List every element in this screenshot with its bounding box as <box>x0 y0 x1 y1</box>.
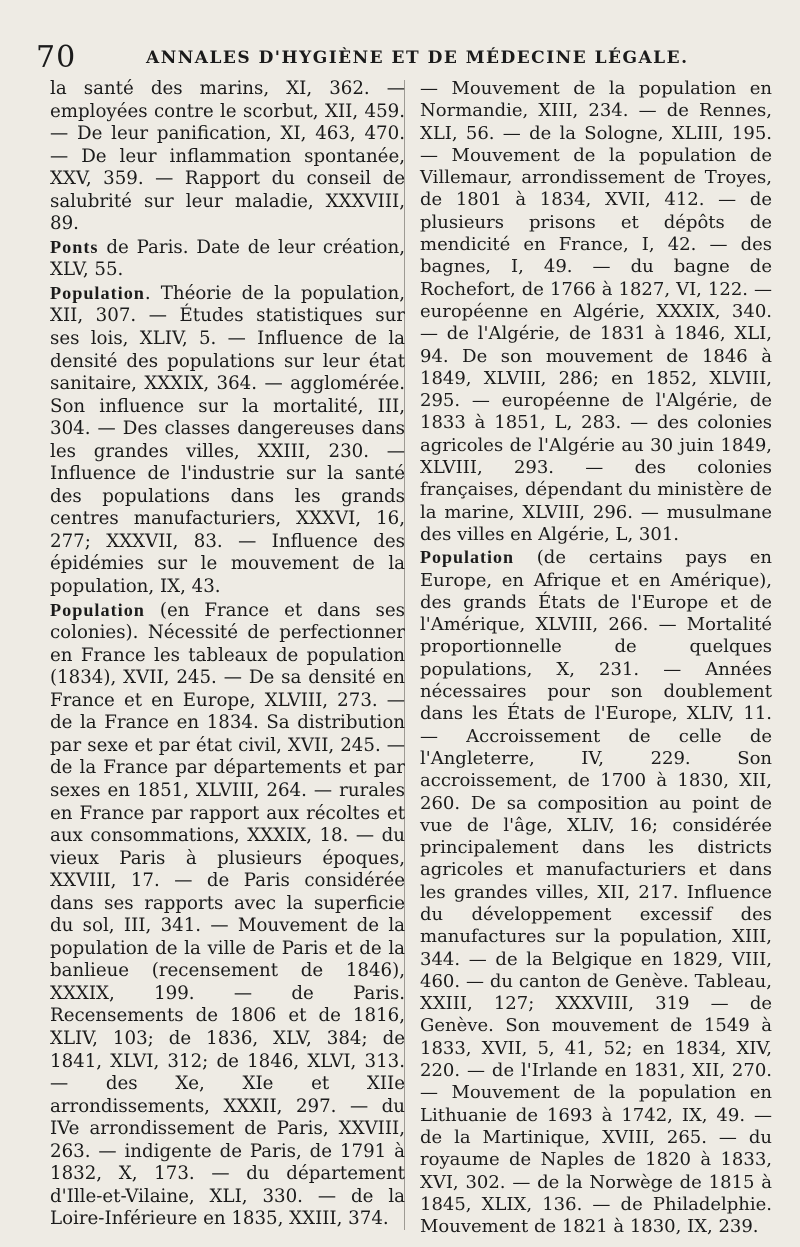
page-number: 70 <box>36 40 77 75</box>
entry-population-countries <box>420 546 772 1238</box>
right-column <box>420 78 772 1238</box>
left-column <box>50 78 405 1231</box>
entry-headword: Ponts <box>50 236 99 257</box>
running-title: ANNALES D'HYGIÈNE ET DE MÉDECINE LÉGALE. <box>146 48 689 68</box>
entry-headword: Population <box>420 547 515 568</box>
entry-text: la santé des marins, XI, 362. — employées contre le scorbut, XII, 459. — De leur panification, XI, 463, 470. — De leur inflammation spontanée, XXV, 359. — Rapport du conseil de salubrité sur leur maladie, XXXVIII, 89. <box>50 78 405 235</box>
entry-headword: Population <box>50 599 145 620</box>
entry-text: — Mouvement de la population en Normandie, XIII, 234. — de Rennes, XLI, 56. — de la Sologne, XLIII, 195. — Mouvement de la population de Villemaur, arrondissement de Troyes, de 1801 à 1834, XVII, 412. — de plusieurs prisons et dépôts de mendicité en France, I, 42. — des bagnes, I, 49. — du bagne de Rochefort, de 1766 à 1827, VI, 122. — européenne en Algérie, XXXIX, 340. — de l'Algérie, de 1831 à 1846, XLI, 94. De son mouvement de 1846 à 1849, XLVIII, 286; en 1852, XLVIII, 295. — européenne de l'Algérie, de 1833 à 1851, L, 283. — des colonies agricoles de l'Algérie au 30 juin 1849, XLVIII, 293. — des colonies françaises, dépendant du ministère de la marine, XLVIII, 296. — musulmane des villes en Algérie, L, 301. <box>420 78 772 545</box>
entry-text: de Paris. Date de leur création, XLV, 55. <box>50 236 405 281</box>
page-header <box>36 38 776 78</box>
entry-headword: Population <box>50 282 145 303</box>
entry-text: (en France et dans ses colonies). Nécessité de perfectionner en France les tableaux de population (1834), XVII, 245. — De sa densité en France et en Europe, XLVIII, 273. — de la France en 1834. Sa distribution par sexe et par état civil, XVII, 245. — de la France par départements et par sexes en 1851, XLVIII, 264. — rurales en France par rapport aux récoltes et aux consommations, XXXIX, 18. — du vieux Paris à plusieurs époques, XXVIII, 17. — de Paris considérée dans ses rapports avec la superficie du sol, III, 341. — Mouvement de la population de la ville de Paris et de la banlieue (recensement de 1846), XXXIX, 199. — de Paris. Recensements de 1806 et de 1816, XLIV, 103; de 1836, XLV, 384; de 1841, XLVI, 312; de 1846, XLVI, 313. — des Xe, XIe et XIIe arrondissements, XXXII, 297. — du IVe arrondissement de Paris, XXVIII, 263. — indigente de Paris, de 1791 à 1832, X, 173. — du département d'Ille-et-Vilaine, XLI, 330. — de la Loire-Inférieure en 1835, XXIII, 374. <box>50 599 405 1230</box>
entry-continuation <box>420 78 772 546</box>
entry-text: (de certains pays en Europe, en Afrique et en Amérique), des grands États de l'Europe et de l'Amérique, XLVIII, 266. — Mortalité proportionnelle de quelques populations, X, 231. — Années nécessaires pour son doublement dans les États de l'Europe, XLIV, 11. — Accroissement de celle de l'Angleterre, IV, 229. Son accroissement, de 1700 à 1830, XII, 260. De sa composition au point de vue de l'âge, XLIV, 16; considérée principalement dans les districts agricoles et manufacturiers et dans les grandes villes, XII, 217. Influence du développement excessif des manufactures sur la population, XIII, 344. — de la Belgique en 1829, VIII, 460. — du canton de Genève. Tableau, XXIII, 127; XXXVIII, 319 — de Genève. Son mouvement de 1549 à 1833, XVII, 5, 41, 52; en 1834, XIV, 220. — de l'Irlande en 1831, XII, 270. — Mouvement de la population en Lithuanie de 1693 à 1742, IX, 49. — de la Martinique, XVIII, 265. — du royaume de Naples de 1820 à 1833, XVI, 302. — de la Norwège de 1815 à 1845, XLIX, 136. — de Philadelphie. Mouvement de 1821 à 1830, IX, 239. <box>420 547 772 1238</box>
entry-continuation <box>50 78 405 236</box>
entry-population-france <box>50 599 405 1231</box>
entry-text: . Théorie de la population, XII, 307. — Études statistiques sur ses lois, XLIV, 5. — Influence de la densité des populations sur leur état sanitaire, XXXIX, 364. — agglomérée. Son influence sur la mortalité, III, 304. — Des classes dangereuses dans les grandes villes, XXIII, 230. — Influence de l'industrie sur la santé des populations dans les grands centres manufacturiers, XXXVI, 16, 277; XXXVII, 83. — Influence des épidémies sur le mouvement de la population, IX, 43. <box>50 282 405 598</box>
entry-ponts <box>50 236 405 282</box>
entry-population-theory <box>50 282 405 599</box>
